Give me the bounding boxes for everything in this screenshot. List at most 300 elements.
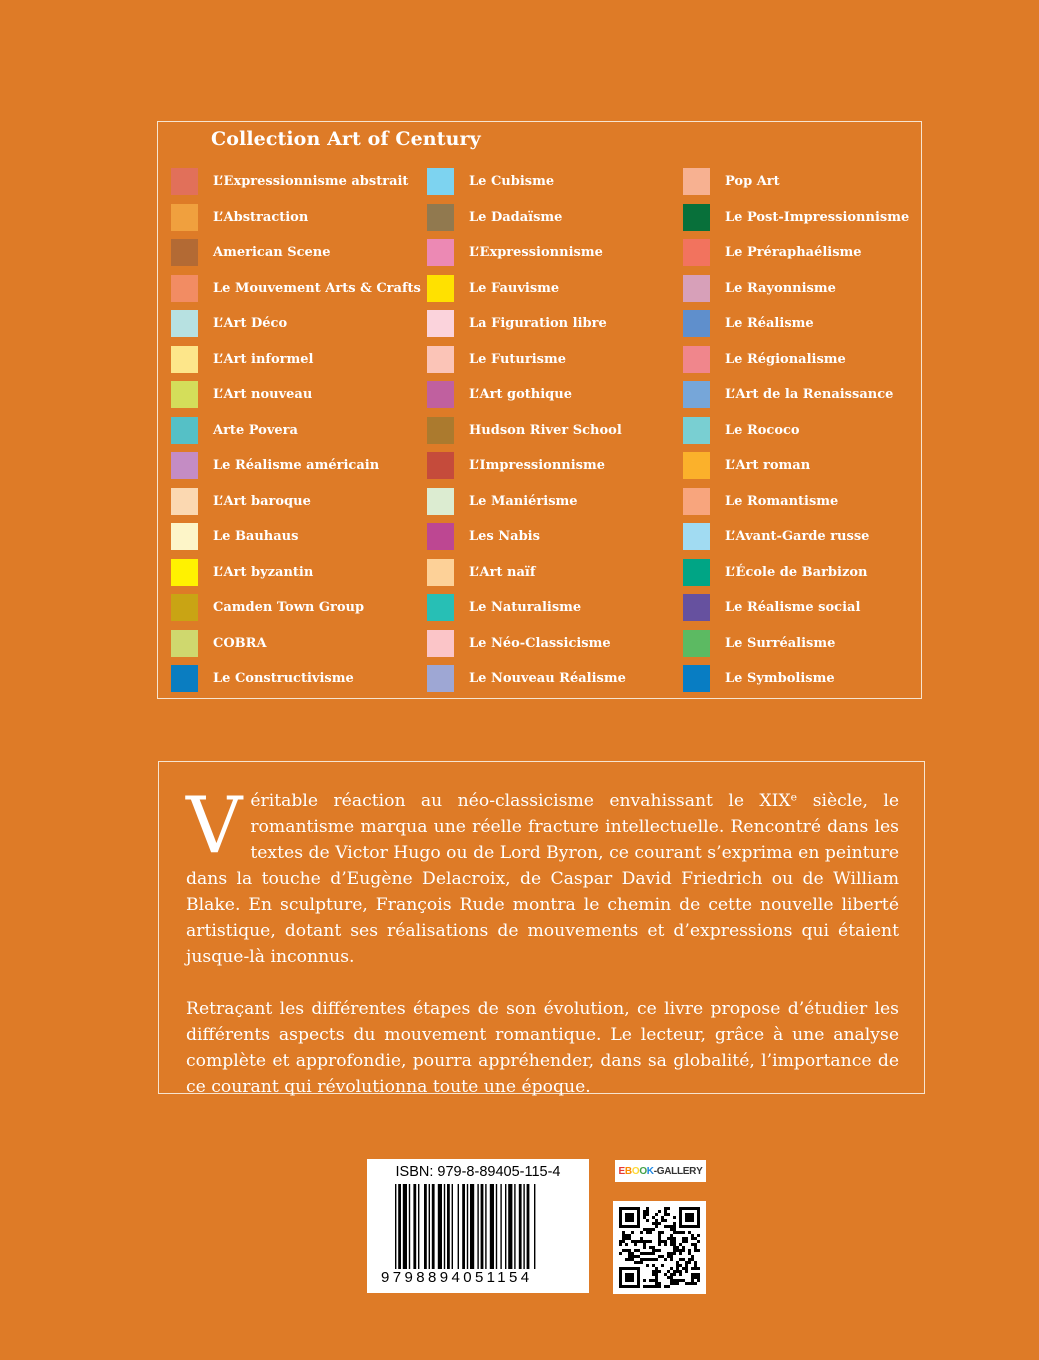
qr-module — [646, 1252, 649, 1255]
qr-module — [685, 1270, 688, 1273]
collection-item — [683, 200, 909, 236]
qr-module — [634, 1249, 637, 1252]
qr-module — [625, 1273, 634, 1282]
color-swatch — [171, 523, 198, 550]
collection-item-label: L’Expressionnisme abstrait — [213, 174, 409, 190]
qr-module — [685, 1261, 688, 1264]
qr-module — [631, 1255, 634, 1258]
qr-module — [619, 1240, 622, 1243]
collection-item — [171, 661, 421, 697]
color-swatch — [427, 310, 454, 337]
barcode-bar — [508, 1184, 512, 1272]
barcode-bar — [429, 1184, 430, 1272]
color-swatch — [427, 346, 454, 373]
qr-module — [661, 1216, 664, 1219]
qr-module — [655, 1267, 658, 1270]
qr-module — [673, 1222, 676, 1225]
barcode-bar — [534, 1184, 535, 1272]
collection-item-label: Le Constructivisme — [213, 671, 354, 687]
qr-module — [679, 1258, 682, 1261]
qr-module — [652, 1264, 655, 1267]
collection-item-label: American Scene — [213, 245, 331, 261]
color-swatch — [683, 452, 710, 479]
color-swatch — [683, 310, 710, 337]
barcode-bar — [444, 1184, 445, 1272]
qr-module — [664, 1213, 667, 1216]
color-swatch — [171, 204, 198, 231]
qr-module — [697, 1240, 700, 1243]
collection-item-label: Le Rococo — [725, 422, 800, 438]
color-swatch — [683, 204, 710, 231]
collection-item — [683, 342, 909, 378]
barcode-bar — [467, 1184, 468, 1272]
qr-module — [652, 1258, 655, 1261]
collection-item — [427, 342, 626, 378]
qr-module — [631, 1258, 634, 1261]
qr-module — [655, 1225, 658, 1228]
qr-module — [667, 1285, 670, 1288]
qr-module — [679, 1270, 682, 1273]
collection-item-label: Le Réalisme social — [725, 600, 861, 616]
qr-module — [673, 1252, 676, 1255]
color-swatch — [427, 630, 454, 657]
collection-item — [683, 235, 909, 271]
qr-module — [643, 1210, 646, 1213]
qr-module — [673, 1246, 676, 1249]
qr-module — [670, 1267, 673, 1270]
qr-module — [664, 1225, 667, 1228]
barcode-bar — [514, 1184, 515, 1272]
color-swatch — [171, 559, 198, 586]
collection-item-label: L’Art gothique — [469, 387, 572, 403]
qr-module — [649, 1240, 652, 1243]
qr-module — [652, 1270, 655, 1273]
barcode-bar — [418, 1184, 419, 1272]
qr-module — [640, 1231, 643, 1234]
qr-module — [691, 1234, 694, 1237]
color-swatch — [427, 239, 454, 266]
color-swatch — [171, 275, 198, 302]
barcode-bar — [432, 1184, 435, 1272]
qr-module — [628, 1258, 631, 1261]
color-swatch — [171, 417, 198, 444]
qr-module — [655, 1276, 658, 1279]
collection-item — [427, 271, 626, 307]
qr-module — [691, 1237, 694, 1240]
color-swatch — [171, 452, 198, 479]
collection-item — [427, 306, 626, 342]
qr-module — [640, 1261, 643, 1264]
qr-module — [631, 1231, 634, 1234]
qr-module — [658, 1249, 661, 1252]
qr-module — [658, 1231, 661, 1234]
collection-item — [427, 626, 626, 662]
qr-module — [673, 1282, 676, 1285]
description-paragraph-1 — [186, 781, 899, 970]
color-swatch — [683, 488, 710, 515]
barcode-bar — [490, 1184, 494, 1272]
qr-module — [679, 1273, 682, 1276]
qr-module — [649, 1228, 652, 1231]
qr-module — [661, 1240, 664, 1243]
collection-item-label: L’Abstraction — [213, 209, 309, 225]
color-swatch — [427, 417, 454, 444]
collection-item — [683, 448, 909, 484]
description-text — [186, 781, 899, 1100]
collection-item-label: L’Art naïf — [469, 564, 536, 580]
qr-module — [643, 1258, 646, 1261]
qr-module — [694, 1249, 697, 1252]
qr-module — [631, 1240, 634, 1243]
collection-item — [683, 413, 909, 449]
collection-item-label: Le Post-Impressionnisme — [725, 209, 910, 225]
qr-module — [691, 1279, 694, 1282]
qr-module — [670, 1243, 673, 1246]
qr-module — [628, 1252, 631, 1255]
qr-module — [667, 1207, 670, 1210]
color-swatch — [427, 452, 454, 479]
qr-module — [676, 1282, 679, 1285]
qr-module — [676, 1231, 679, 1234]
qr-module — [676, 1264, 679, 1267]
collection-item — [171, 519, 421, 555]
collection-item — [683, 271, 909, 307]
collection-item-label: L’Art informel — [213, 351, 314, 367]
color-swatch — [683, 346, 710, 373]
color-swatch — [171, 594, 198, 621]
qr-module — [658, 1285, 661, 1288]
qr-module — [670, 1237, 673, 1240]
qr-module — [679, 1279, 682, 1282]
barcode-digits: 9798894051154 — [381, 1269, 577, 1286]
qr-module — [637, 1240, 640, 1243]
qr-module — [694, 1282, 697, 1285]
qr-module — [652, 1222, 655, 1225]
color-swatch — [171, 168, 198, 195]
qr-module — [673, 1273, 676, 1276]
qr-module — [628, 1234, 631, 1237]
qr-module — [643, 1252, 646, 1255]
qr-module — [685, 1237, 688, 1240]
qr-module — [655, 1279, 658, 1282]
collection-item — [171, 164, 421, 200]
collection-item — [171, 342, 421, 378]
qr-module — [643, 1240, 646, 1243]
isbn-label: ISBN: 979-8-89405-115-4 — [395, 1164, 561, 1180]
qr-module — [694, 1276, 697, 1279]
qr-module — [670, 1252, 673, 1255]
qr-module — [655, 1249, 658, 1252]
collection-item-label: Pop Art — [725, 174, 780, 190]
qr-module — [694, 1273, 697, 1276]
qr-module — [625, 1213, 634, 1222]
qr-module — [688, 1252, 691, 1255]
qr-module — [643, 1285, 646, 1288]
color-swatch — [427, 665, 454, 692]
qr-module — [664, 1210, 667, 1213]
collection-item-label: L’Art baroque — [213, 493, 311, 509]
qr-module — [637, 1261, 640, 1264]
qr-module — [697, 1249, 700, 1252]
barcode-bar — [470, 1184, 474, 1272]
qr-module — [643, 1228, 646, 1231]
barcode-bar — [505, 1184, 506, 1272]
qr-module — [643, 1213, 646, 1216]
collection-item-label: L’Art Déco — [213, 316, 288, 332]
color-swatch — [683, 417, 710, 444]
qr-module — [652, 1285, 655, 1288]
qr-module — [673, 1237, 676, 1240]
qr-module — [658, 1210, 661, 1213]
qr-module — [640, 1240, 643, 1243]
qr-module — [661, 1219, 664, 1222]
qr-module — [664, 1207, 667, 1210]
qr-module — [652, 1249, 655, 1252]
qr-module — [667, 1276, 670, 1279]
qr-module — [643, 1216, 646, 1219]
qr-module — [658, 1282, 661, 1285]
qr-module — [682, 1237, 685, 1240]
collection-item — [171, 448, 421, 484]
qr-module — [619, 1243, 622, 1246]
collection-column-3 — [683, 164, 909, 697]
qr-module — [685, 1240, 688, 1243]
barcode-bar — [398, 1184, 401, 1272]
qr-module — [625, 1249, 628, 1252]
color-swatch — [683, 168, 710, 195]
barcode-bars — [395, 1184, 559, 1272]
qr-module — [634, 1240, 637, 1243]
qr-module — [655, 1282, 658, 1285]
qr-module — [691, 1258, 694, 1261]
collection-item — [427, 555, 626, 591]
collection-item — [683, 661, 909, 697]
qr-module — [670, 1228, 673, 1231]
qr-module — [694, 1246, 697, 1249]
collection-item-label: L’École de Barbizon — [725, 564, 868, 580]
qr-module — [685, 1264, 688, 1267]
qr-module — [673, 1231, 676, 1234]
qr-module — [676, 1279, 679, 1282]
qr-module — [694, 1264, 697, 1267]
qr-module — [643, 1246, 646, 1249]
color-swatch — [171, 239, 198, 266]
qr-module — [691, 1282, 694, 1285]
qr-code-modules — [619, 1207, 700, 1288]
collection-item-label: Le Bauhaus — [213, 529, 299, 545]
barcode-bar — [447, 1184, 450, 1272]
qr-module — [658, 1237, 661, 1240]
qr-module — [673, 1225, 676, 1228]
collection-item-label: Le Surréalisme — [725, 635, 836, 651]
qr-module — [670, 1255, 673, 1258]
qr-module — [646, 1219, 649, 1222]
qr-module — [667, 1270, 670, 1273]
barcode-bar — [519, 1184, 522, 1272]
qr-module — [670, 1276, 673, 1279]
qr-module — [679, 1264, 682, 1267]
qr-module — [628, 1237, 631, 1240]
color-swatch — [171, 381, 198, 408]
qr-module — [652, 1279, 655, 1282]
qr-module — [634, 1261, 637, 1264]
qr-module — [670, 1279, 673, 1282]
barcode-bar — [477, 1184, 478, 1272]
qr-module — [652, 1228, 655, 1231]
qr-module — [649, 1279, 652, 1282]
collection-item-label: L’Impressionnisme — [469, 458, 606, 474]
qr-module — [670, 1240, 673, 1243]
qr-module — [679, 1243, 682, 1246]
description-paragraph-2: Retraçant les différentes étapes de son évolution, ce livre propose d’étudier les différents aspects du mouvement romantique. Le lecteur, grâce à une analyse complète et approfondie, pourra appréhender, dans sa globalité, l’importance de ce courant qui révolutionna toute une époque. — [186, 999, 899, 1097]
qr-module — [667, 1252, 670, 1255]
color-swatch — [171, 310, 198, 337]
qr-module — [697, 1273, 700, 1276]
qr-module — [673, 1249, 676, 1252]
collection-column-2 — [427, 164, 626, 697]
qr-module — [658, 1243, 661, 1246]
qr-module — [691, 1243, 694, 1246]
qr-module — [667, 1255, 670, 1258]
collection-item-label: Le Réalisme américain — [213, 458, 380, 474]
qr-module — [622, 1240, 625, 1243]
barcode-bar — [452, 1184, 453, 1272]
qr-module — [661, 1231, 664, 1234]
collection-item — [171, 484, 421, 520]
qr-module — [652, 1273, 655, 1276]
qr-module — [679, 1252, 682, 1255]
collection-item-label: Le Naturalisme — [469, 600, 582, 616]
qr-module — [658, 1255, 661, 1258]
collection-item — [171, 626, 421, 662]
collection-item-label: L’Art de la Renaissance — [725, 387, 894, 403]
collection-item-label: Le Symbolisme — [725, 671, 835, 687]
color-swatch — [171, 630, 198, 657]
qr-module — [649, 1285, 652, 1288]
color-swatch — [427, 381, 454, 408]
collection-item — [683, 626, 909, 662]
qr-module — [646, 1240, 649, 1243]
qr-module — [676, 1261, 679, 1264]
qr-module — [667, 1213, 670, 1216]
qr-module — [625, 1237, 628, 1240]
qr-module — [694, 1237, 697, 1240]
drop-cap: V — [186, 781, 243, 871]
color-swatch — [683, 594, 710, 621]
collection-item-label: Le Réalisme — [725, 316, 814, 332]
collection-item — [171, 306, 421, 342]
qr-module — [682, 1240, 685, 1243]
color-swatch — [683, 665, 710, 692]
publisher-logo: E B O O K - G A L L E R Y — [615, 1160, 706, 1182]
qr-module — [688, 1249, 691, 1252]
collection-item-label: Hudson River School — [469, 422, 622, 438]
barcode-bar — [409, 1184, 410, 1272]
qr-module — [670, 1273, 673, 1276]
barcode-bar — [485, 1184, 486, 1272]
collection-item-label: COBRA — [213, 635, 267, 651]
qr-module — [646, 1207, 649, 1210]
collection-item-label: L’Art roman — [725, 458, 811, 474]
qr-module — [622, 1234, 625, 1237]
collection-item-label: Le Futurisme — [469, 351, 566, 367]
barcode-bar — [424, 1184, 427, 1272]
qr-module — [664, 1273, 667, 1276]
color-swatch — [171, 346, 198, 373]
qr-module — [652, 1216, 655, 1219]
qr-module — [643, 1243, 646, 1246]
qr-module — [676, 1246, 679, 1249]
qr-module — [664, 1285, 667, 1288]
qr-module — [670, 1225, 673, 1228]
collection-item-label: L’Avant-Garde russe — [725, 529, 870, 545]
barcode-bar — [496, 1184, 497, 1272]
qr-module — [658, 1222, 661, 1225]
collection-item-label: Le Cubisme — [469, 174, 555, 190]
qr-module — [670, 1258, 673, 1261]
qr-module — [691, 1267, 694, 1270]
qr-module — [691, 1273, 694, 1276]
collection-item-label: Les Nabis — [469, 529, 540, 545]
qr-module — [646, 1210, 649, 1213]
qr-module — [646, 1213, 649, 1216]
qr-module — [646, 1285, 649, 1288]
qr-module — [676, 1270, 679, 1273]
qr-module — [619, 1252, 622, 1255]
color-swatch — [683, 381, 710, 408]
qr-module — [640, 1237, 643, 1240]
qr-module — [637, 1255, 640, 1258]
qr-module — [646, 1228, 649, 1231]
collection-item — [171, 271, 421, 307]
qr-module — [667, 1237, 670, 1240]
color-swatch — [683, 559, 710, 586]
qr-module — [649, 1231, 652, 1234]
collection-item — [171, 235, 421, 271]
paragraph-1-text: éritable réaction au néo-classicisme envahissant le XIXᵉ siècle, le romantisme marqua une réelle fracture intellectuelle. Rencontré dans les textes de Victor Hugo ou de Lord Byron, ce courant s’exprima en peinture dans la touche d’Eugène Delacroix, de Caspar David Friedrich ou de William Blake. En sculpture, François Rude montra le chemin de cette nouvelle liberté artistique, dotant ses réalisations de mouvements et d’expressions qui étaient jusque-là inconnus. — [186, 791, 899, 967]
color-swatch — [427, 559, 454, 586]
qr-module — [676, 1249, 679, 1252]
qr-module — [646, 1264, 649, 1267]
color-swatch — [171, 488, 198, 515]
qr-module — [694, 1267, 697, 1270]
qr-module — [667, 1225, 670, 1228]
qr-module — [661, 1255, 664, 1258]
qr-module — [682, 1249, 685, 1252]
barcode-bar — [438, 1184, 442, 1272]
book-description — [158, 761, 925, 1097]
qr-module — [685, 1282, 688, 1285]
collection-item-label: Le Préraphaélisme — [725, 245, 862, 261]
collection-title: Collection Art of Century — [211, 128, 481, 150]
qr-module — [622, 1249, 625, 1252]
barcode-bar — [500, 1184, 501, 1272]
color-swatch — [171, 665, 198, 692]
qr-module — [634, 1243, 637, 1246]
qr-module — [640, 1258, 643, 1261]
collection-item — [427, 484, 626, 520]
qr-module — [649, 1258, 652, 1261]
qr-module — [625, 1234, 628, 1237]
qr-module — [691, 1276, 694, 1279]
collection-item — [683, 164, 909, 200]
qr-module — [685, 1267, 688, 1270]
qr-module — [688, 1258, 691, 1261]
qr-module — [652, 1246, 655, 1249]
qr-module — [622, 1231, 625, 1234]
qr-module — [697, 1267, 700, 1270]
collection-item — [683, 555, 909, 591]
